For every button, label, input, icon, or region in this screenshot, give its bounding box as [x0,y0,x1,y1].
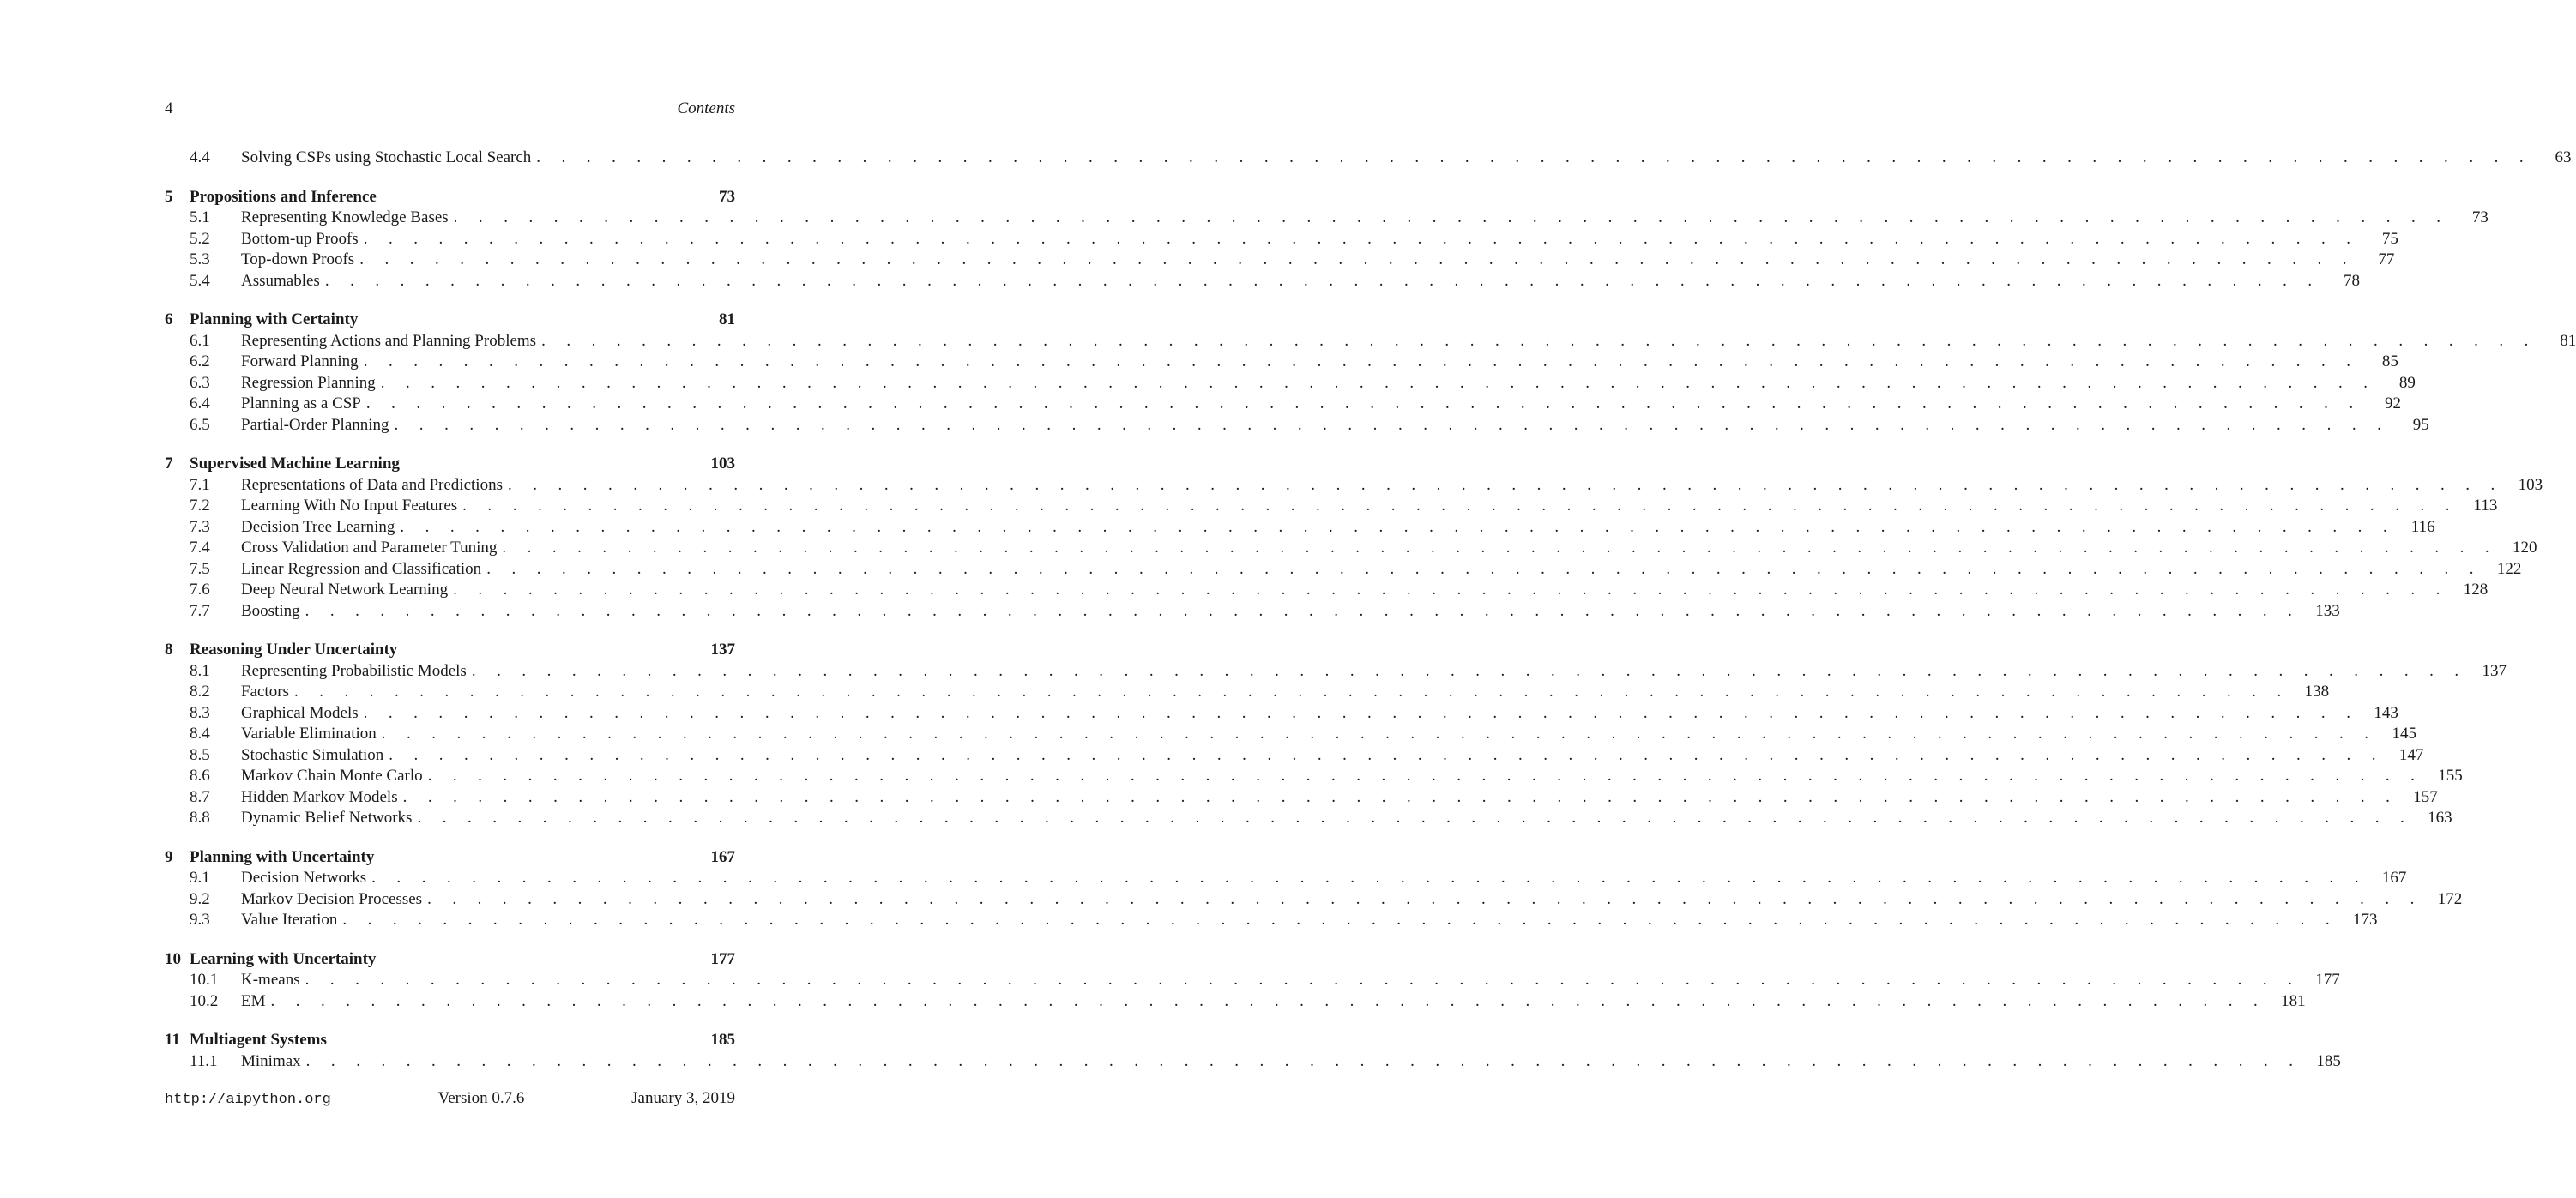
toc-chapter[interactable] [165,950,735,972]
section-page: 128 [2463,581,2489,599]
section-page: 95 [2412,415,2429,434]
toc-section[interactable] [165,415,2429,437]
footer-date: January 3, 2019 [631,1089,735,1107]
section-number: 8.4 [190,725,210,743]
section-title: Markov Decision Processes [241,889,423,908]
section-number: 10.2 [190,991,219,1010]
dot-leader: . . . . . . . . . . . . . . . . . . . . . . . . . . . . . . . . . . . . . . . . . . . . . . . . . . . . . . . . . . . . . . . . . . . . . . . . . . . . . . . . [453,208,2449,226]
chapter-number: 11 [165,1031,180,1049]
section-title: Stochastic Simulation [241,745,384,764]
dot-leader: . . . . . . . . . . . . . . . . . . . . . . . . . . . . . . . . . . . . . . . . . . . . . . . . . . . . . . . . . . . . . . . . . . . . . . . . . . . . . . . . [394,415,2390,434]
section-number: 7.1 [190,475,210,494]
section-page: 145 [2392,725,2416,743]
section-title: Minimax [241,1051,301,1070]
dot-leader: . . . . . . . . . . . . . . . . . . . . . . . . . . . . . . . . . . . . . . . . . . . . . . . . . . . . . . . . . . . . . . . . . . . . . . . . . . . . . . . . [380,373,2376,392]
toc-section[interactable] [165,208,2489,230]
section-title: Partial-Order Planning [241,415,389,434]
section-number: 6.4 [190,394,210,412]
chapter-page: 81 [719,310,735,328]
section-number: 8.2 [190,683,210,701]
section-page: 92 [2385,394,2402,412]
section-number: 5.4 [190,271,210,290]
toc-section[interactable] [165,475,2543,497]
section-page: 85 [2381,352,2398,370]
section-page: 133 [2315,601,2340,620]
section-page: 103 [2518,475,2543,494]
running-title: Contents [677,99,735,117]
section-title: EM [241,991,266,1010]
chapter-number: 7 [165,455,173,473]
section-number: 5.1 [190,208,210,226]
section-title: Top-down Proofs [241,250,355,268]
toc-section[interactable] [165,581,2489,602]
section-number: 6.1 [190,331,210,350]
section-number: 8.6 [190,767,210,785]
section-page: 122 [2496,559,2522,578]
toc-section[interactable] [165,787,2438,810]
section-number: 6.2 [190,352,210,370]
section-title: Hidden Markov Models [241,787,398,806]
section-title: Decision Networks [241,869,367,887]
section-page: 138 [2304,683,2330,701]
chapter-title: Learning with Uncertainty [190,949,377,968]
toc-section[interactable] [165,229,2398,251]
section-number: 8.7 [190,787,210,806]
section-page: 172 [2437,889,2463,908]
section-number: 7.4 [190,539,210,557]
toc-section[interactable] [165,373,2416,395]
dot-leader: . . . . . . . . . . . . . . . . . . . . . . . . . . . . . . . . . . . . . . . . . . . . . . . . . . . . . . . . . . . . . . . . . . . . . . . . . . . . . . . . [427,889,2423,908]
section-number: 10.1 [190,971,219,989]
toc-section[interactable] [165,559,2522,581]
toc-section[interactable] [165,517,2435,539]
dot-leader: . . . . . . . . . . . . . . . . . . . . . . . . . . . . . . . . . . . . . . . . . . . . . . . . . . . . . . . . . . . . . . . . . . . . . . . . . . . . . . . . [305,601,2301,620]
section-title: Solving CSPs using Stochastic Local Search [241,148,532,166]
dot-leader: . . . . . . . . . . . . . . . . . . . . . . . . . . . . . . . . . . . . . . . . . . . . . . . . . . . . . . . . . . . . . . . . . . . . . . . . . . . . . . . . [427,767,2423,785]
section-title: Regression Planning [241,373,376,392]
chapter-number: 9 [165,847,173,866]
section-number: 8.5 [190,745,210,764]
dot-leader: . . . . . . . . . . . . . . . . . . . . . . . . . . . . . . . . . . . . . . . . . . . . . . . . . . . . . . . . . . . . . . . . . . . . . . . . . . . . . . . . [324,271,2320,290]
chapter-title: Planning with Certainty [190,310,359,328]
section-title: Deep Neural Network Learning [241,581,449,599]
dot-leader: . . . . . . . . . . . . . . . . . . . . . . . . . . . . . . . . . . . . . . . . . . . . . . . . . . . . . . . . . . . . . . . . . . . . . . . . . . . . . . . . [486,559,2482,578]
section-number: 9.3 [190,911,210,929]
section-title: Value Iteration [241,911,338,929]
dot-leader: . . . . . . . . . . . . . . . . . . . . . . . . . . . . . . . . . . . . . . . . . . . . . . . . . . . . . . . . . . . . . . . . . . . . . . . . . . . . . . . . [363,229,2359,248]
section-number: 7.7 [190,601,210,620]
section-number: 5.3 [190,250,210,268]
section-page: 155 [2438,767,2463,785]
chapter-page: 73 [719,187,735,206]
section-number: 11.1 [190,1051,218,1070]
section-title: Representing Actions and Planning Problems [241,331,537,350]
section-title: Decision Tree Learning [241,517,395,536]
toc-section[interactable] [165,539,2537,560]
section-page: 181 [2281,991,2306,1010]
section-number: 7.5 [190,559,210,578]
section-title: Representing Knowledge Bases [241,208,449,226]
toc-chapter[interactable] [165,848,735,870]
section-title: Boosting [241,601,300,620]
chapter-title: Propositions and Inference [190,187,377,206]
toc-section[interactable] [165,148,2572,170]
section-number: 7.6 [190,581,210,599]
toc-chapter[interactable] [165,1031,735,1052]
section-page: 120 [2513,539,2537,557]
section-title: K-means [241,971,300,989]
section-page: 185 [2316,1051,2341,1070]
dot-leader: . . . . . . . . . . . . . . . . . . . . . . . . . . . . . . . . . . . . . . . . . . . . . . . . . . . . . . . . . . . . . . . . . . . . . . . . . . . . . . . . [471,661,2467,680]
section-title: Representations of Data and Predictions [241,475,503,494]
section-page: 137 [2482,661,2507,680]
section-page: 89 [2398,373,2416,392]
toc-section[interactable] [165,661,2507,683]
dot-leader: . . . . . . . . . . . . . . . . . . . . . . . . . . . . . . . . . . . . . . . . . . . . . . . . . . . . . . . . . . . . . . . . . . . . . . . . . . . . . . . . [389,745,2385,764]
section-number: 9.2 [190,889,210,908]
toc-section[interactable] [165,394,2402,416]
section-page: 81 [2560,331,2576,350]
chapter-page: 167 [710,847,735,866]
section-page: 173 [2353,911,2378,929]
dot-leader: . . . . . . . . . . . . . . . . . . . . . . . . . . . . . . . . . . . . . . . . . . . . . . . . . . . . . . . . . . . . . . . . . . . . . . . . . . . . . . . . [270,991,2266,1010]
toc-section[interactable] [165,809,2452,830]
section-page: 143 [2374,703,2398,722]
chapter-title: Supervised Machine Learning [190,455,400,473]
section-number: 8.8 [190,809,210,827]
chapter-page: 177 [710,949,735,968]
toc-section[interactable] [165,725,2416,746]
toc-section[interactable] [165,869,2407,890]
section-title: Dynamic Belief Networks [241,809,413,827]
toc-section[interactable] [165,745,2424,768]
section-title: Learning With No Input Features [241,497,458,515]
chapter-number: 8 [165,641,173,659]
chapter-number: 6 [165,310,173,328]
chapter-title: Multiagent Systems [190,1031,327,1049]
dot-leader: . . . . . . . . . . . . . . . . . . . . . . . . . . . . . . . . . . . . . . . . . . . . . . . . . . . . . . . . . . . . . . . . . . . . . . . . . . . . . . . . [507,475,2504,494]
toc-section[interactable] [165,601,2340,623]
toc-section[interactable] [165,889,2463,912]
dot-leader: . . . . . . . . . . . . . . . . . . . . . . . . . . . . . . . . . . . . . . . . . . . . . . . . . . . . . . . . . . . . . . . . . . . . . . . . . . . . . . . . [293,683,2290,701]
toc-section[interactable] [165,703,2398,725]
section-title: Graphical Models [241,703,359,722]
chapter-page: 137 [710,641,735,659]
toc-chapter[interactable] [165,455,735,476]
section-page: 116 [2410,517,2435,536]
section-title: Forward Planning [241,352,359,370]
toc-section[interactable] [165,911,2378,932]
section-page: 163 [2428,809,2452,827]
section-title: Bottom-up Proofs [241,229,359,248]
page-header [165,99,735,118]
chapter-title: Reasoning Under Uncertainty [190,641,398,659]
toc-chapter[interactable] [165,188,735,209]
toc-section[interactable] [165,1051,2341,1074]
section-title: Linear Regression and Classification [241,559,482,578]
section-title: Representing Probabilistic Models [241,661,467,680]
page-footer [165,1089,735,1108]
section-title: Markov Chain Monte Carlo [241,767,423,785]
section-number: 7.2 [190,497,210,515]
dot-leader: . . . . . . . . . . . . . . . . . . . . . . . . . . . . . . . . . . . . . . . . . . . . . . . . . . . . . . . . . . . . . . . . . . . . . . . . . . . . . . . . [363,703,2359,722]
toc-section[interactable] [165,271,2360,293]
toc-chapter[interactable] [165,310,735,332]
dot-leader: . . . . . . . . . . . . . . . . . . . . . . . . . . . . . . . . . . . . . . . . . . . . . . . . . . . . . . . . . . . . . . . . . . . . . . . . . . . . . . . . [359,250,2356,268]
toc-section[interactable] [165,991,2306,1014]
section-title: Cross Validation and Parameter Tuning [241,539,498,557]
footer-url[interactable]: http://aipython.org [165,1092,331,1108]
toc-section[interactable] [165,250,2395,272]
dot-leader: . . . . . . . . . . . . . . . . . . . . . . . . . . . . . . . . . . . . . . . . . . . . . . . . . . . . . . . . . . . . . . . . . . . . . . . . . . . . . . . . [342,911,2338,929]
dot-leader: . . . . . . . . . . . . . . . . . . . . . . . . . . . . . . . . . . . . . . . . . . . . . . . . . . . . . . . . . . . . . . . . . . . . . . . . . . . . . . . . [536,148,2532,166]
dot-leader: . . . . . . . . . . . . . . . . . . . . . . . . . . . . . . . . . . . . . . . . . . . . . . . . . . . . . . . . . . . . . . . . . . . . . . . . . . . . . . . . [381,725,2377,743]
dot-leader: . . . . . . . . . . . . . . . . . . . . . . . . . . . . . . . . . . . . . . . . . . . . . . . . . . . . . . . . . . . . . . . . . . . . . . . . . . . . . . . . [371,869,2368,887]
section-title: Assumables [241,271,320,290]
dot-leader: . . . . . . . . . . . . . . . . . . . . . . . . . . . . . . . . . . . . . . . . . . . . . . . . . . . . . . . . . . . . . . . . . . . . . . . . . . . . . . . . [400,517,2396,536]
dot-leader: . . . . . . . . . . . . . . . . . . . . . . . . . . . . . . . . . . . . . . . . . . . . . . . . . . . . . . . . . . . . . . . . . . . . . . . . . . . . . . . . [462,497,2458,515]
section-number: 6.3 [190,373,210,392]
section-page: 167 [2381,869,2407,887]
dot-leader: . . . . . . . . . . . . . . . . . . . . . . . . . . . . . . . . . . . . . . . . . . . . . . . . . . . . . . . . . . . . . . . . . . . . . . . . . . . . . . . . [417,809,2413,827]
dot-leader: . . . . . . . . . . . . . . . . . . . . . . . . . . . . . . . . . . . . . . . . . . . . . . . . . . . . . . . . . . . . . . . . . . . . . . . . . . . . . . . . [502,539,2498,557]
section-number: 9.1 [190,869,210,887]
section-title: Factors [241,683,289,701]
section-number: 6.5 [190,415,210,434]
page-number: 4 [165,99,173,117]
toc-section[interactable] [165,352,2398,374]
dot-leader: . . . . . . . . . . . . . . . . . . . . . . . . . . . . . . . . . . . . . . . . . . . . . . . . . . . . . . . . . . . . . . . . . . . . . . . . . . . . . . . . [365,394,2362,412]
dot-leader: . . . . . . . . . . . . . . . . . . . . . . . . . . . . . . . . . . . . . . . . . . . . . . . . . . . . . . . . . . . . . . . . . . . . . . . . . . . . . . . . [402,787,2398,806]
section-page: 77 [2378,250,2395,268]
toc-section[interactable] [165,971,2340,992]
section-page: 75 [2381,229,2398,248]
section-title: Variable Elimination [241,725,377,743]
dot-leader: . . . . . . . . . . . . . . . . . . . . . . . . . . . . . . . . . . . . . . . . . . . . . . . . . . . . . . . . . . . . . . . . . . . . . . . . . . . . . . . . [453,581,2449,599]
toc-section[interactable] [165,683,2330,704]
toc-section[interactable] [165,331,2576,353]
section-page: 177 [2315,971,2340,989]
chapter-title: Planning with Uncertainty [190,847,375,866]
section-number: 4.4 [190,148,210,166]
footer-version: Version 0.7.6 [437,1089,525,1107]
section-number: 8.3 [190,703,210,722]
toc-chapter[interactable] [165,641,735,662]
toc-section[interactable] [165,767,2463,788]
section-number: 5.2 [190,229,210,248]
dot-leader: . . . . . . . . . . . . . . . . . . . . . . . . . . . . . . . . . . . . . . . . . . . . . . . . . . . . . . . . . . . . . . . . . . . . . . . . . . . . . . . . [305,971,2301,989]
table-of-contents [165,148,2576,1073]
section-page: 147 [2398,745,2424,764]
toc-section[interactable] [165,497,2498,518]
section-title: Planning as a CSP [241,394,361,412]
section-number: 7.3 [190,517,210,536]
dot-leader: . . . . . . . . . . . . . . . . . . . . . . . . . . . . . . . . . . . . . . . . . . . . . . . . . . . . . . . . . . . . . . . . . . . . . . . . . . . . . . . . [363,352,2359,370]
section-page: 73 [2471,208,2489,226]
chapter-number: 10 [165,949,181,968]
section-page: 113 [2473,497,2498,515]
section-page: 78 [2344,271,2360,290]
chapter-page: 185 [710,1031,735,1049]
section-number: 8.1 [190,661,210,680]
chapter-number: 5 [165,187,173,206]
dot-leader: . . . . . . . . . . . . . . . . . . . . . . . . . . . . . . . . . . . . . . . . . . . . . . . . . . . . . . . . . . . . . . . . . . . . . . . . . . . . . . . . [305,1051,2302,1070]
section-page: 63 [2555,148,2572,166]
dot-leader: . . . . . . . . . . . . . . . . . . . . . . . . . . . . . . . . . . . . . . . . . . . . . . . . . . . . . . . . . . . . . . . . . . . . . . . . . . . . . . . . [541,331,2537,350]
section-page: 157 [2413,787,2438,806]
chapter-page: 103 [710,455,735,473]
